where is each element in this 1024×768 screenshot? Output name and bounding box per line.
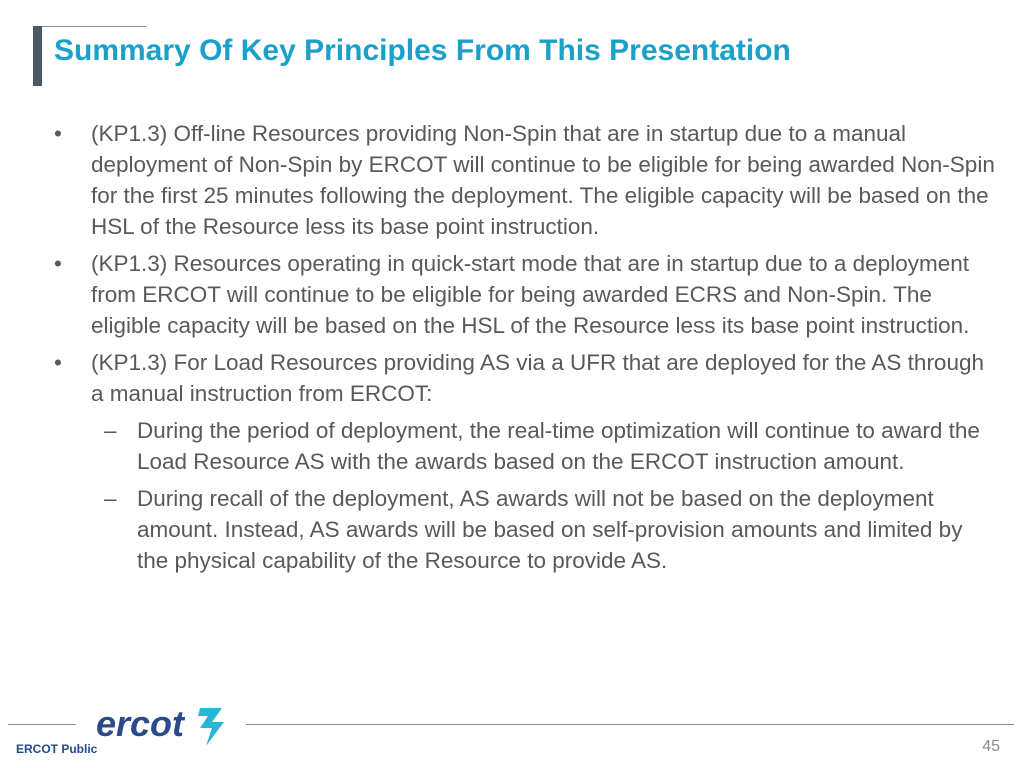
- sub-bullet-item: – During recall of the deployment, AS awards will not be based on the deployment amount. Instead, AS awards will be based on self-provision amounts and limited by the physical capability of the Resource to provide AS.: [0, 483, 997, 576]
- title-accent-bar: [33, 26, 42, 86]
- bullet-item: • (KP1.3) Off-line Resources providing Non-Spin that are in startup due to a manual deployment of Non-Spin by ERCOT will continue to be eligible for being awarded Non-Spin for the first 25 minutes following the deployment. The eligible capacity will be based on the HSL of the Resource less its base point instruction.: [0, 118, 996, 242]
- title-top-rule: [36, 26, 146, 27]
- logo-wordmark: ercot: [96, 703, 185, 744]
- sub-bullet-item: – During the period of deployment, the real-time optimization will continue to award the Load Resource AS with the awards based on the ERCOT instruction amount.: [0, 415, 997, 477]
- bullet-item: • (KP1.3) For Load Resources providing AS via a UFR that are deployed for the AS through a manual instruction from ERCOT:: [0, 347, 996, 409]
- footer-rule-left: [8, 724, 76, 725]
- lightning-bolt-mark-icon: [198, 708, 224, 746]
- bullet-item: • (KP1.3) Resources operating in quick-start mode that are in startup due to a deployment from ERCOT will continue to be eligible for being awarded ECRS and Non-Spin. The eligible capacity will be based on the HSL of the Resource less its base point instruction.: [0, 248, 996, 341]
- ercot-logo: [94, 702, 234, 750]
- slide-content: [0, 118, 1024, 582]
- slide-title: Summary Of Key Principles From This Presentation: [54, 34, 791, 67]
- footer-rule-right: [246, 724, 1014, 725]
- page-number: 45: [982, 738, 1000, 755]
- footer-classification: ERCOT Public: [16, 742, 98, 756]
